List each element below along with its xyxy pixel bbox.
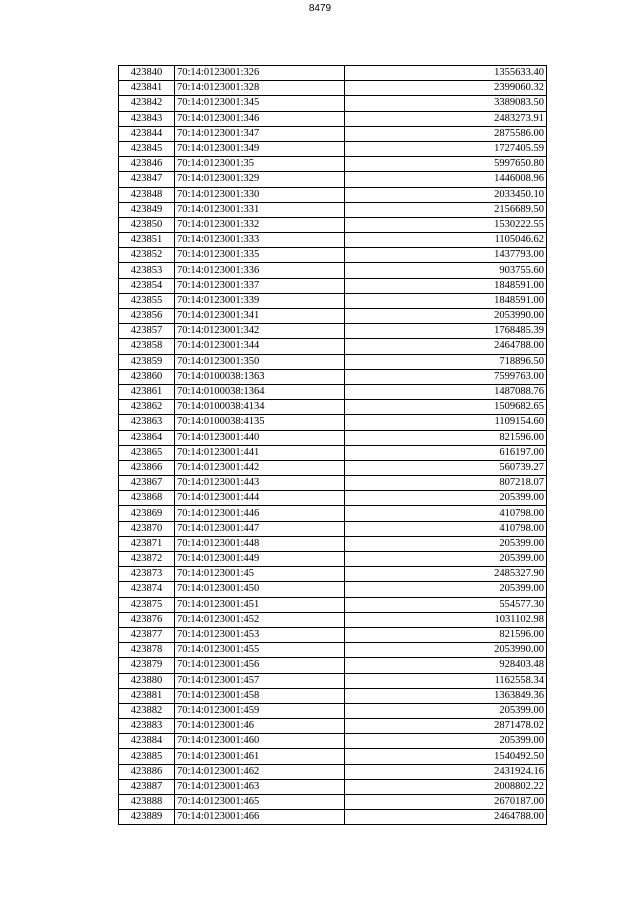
cadastral-number-cell: 70:14:0123001:461 xyxy=(175,749,345,764)
table-row xyxy=(119,643,547,658)
row-number-cell: 423867 xyxy=(119,476,175,491)
row-number-cell: 423848 xyxy=(119,187,175,202)
row-number-cell: 423860 xyxy=(119,369,175,384)
cadastral-number-cell: 70:14:0123001:345 xyxy=(175,96,345,111)
table-row xyxy=(119,354,547,369)
table-row xyxy=(119,217,547,232)
row-number-cell: 423850 xyxy=(119,217,175,232)
cadastral-number-cell: 70:14:0123001:465 xyxy=(175,795,345,810)
table-row xyxy=(119,96,547,111)
cadastral-number-cell: 70:14:0123001:450 xyxy=(175,582,345,597)
cadastral-value-cell: 1768485.39 xyxy=(345,324,547,339)
table-row xyxy=(119,673,547,688)
row-number-cell: 423842 xyxy=(119,96,175,111)
row-number-cell: 423853 xyxy=(119,263,175,278)
row-number-cell: 423854 xyxy=(119,278,175,293)
table-row xyxy=(119,612,547,627)
table-row xyxy=(119,278,547,293)
table-row xyxy=(119,384,547,399)
cadastral-number-cell: 70:14:0123001:326 xyxy=(175,66,345,81)
cadastral-value-cell: 1105046.62 xyxy=(345,233,547,248)
row-number-cell: 423887 xyxy=(119,779,175,794)
row-number-cell: 423863 xyxy=(119,415,175,430)
cadastral-number-cell: 70:14:0123001:440 xyxy=(175,430,345,445)
page-number: 8479 xyxy=(308,3,332,14)
table-row xyxy=(119,111,547,126)
row-number-cell: 423855 xyxy=(119,293,175,308)
row-number-cell: 423876 xyxy=(119,612,175,627)
cadastral-number-cell: 70:14:0123001:458 xyxy=(175,688,345,703)
cadastral-value-cell: 2464788.00 xyxy=(345,810,547,825)
cadastral-number-cell: 70:14:0123001:346 xyxy=(175,111,345,126)
cadastral-value-cell: 2871478.02 xyxy=(345,719,547,734)
row-number-cell: 423845 xyxy=(119,141,175,156)
row-number-cell: 423881 xyxy=(119,688,175,703)
cadastral-number-cell: 70:14:0123001:441 xyxy=(175,445,345,460)
table-row xyxy=(119,400,547,415)
row-number-cell: 423852 xyxy=(119,248,175,263)
cadastral-value-cell: 1487088.76 xyxy=(345,384,547,399)
cadastral-number-cell: 70:14:0100038:1363 xyxy=(175,369,345,384)
cadastral-value-cell: 2156689.50 xyxy=(345,202,547,217)
cadastral-number-cell: 70:14:0123001:329 xyxy=(175,172,345,187)
cadastral-number-cell: 70:14:0123001:451 xyxy=(175,597,345,612)
cadastral-value-table xyxy=(118,65,547,825)
table-row xyxy=(119,415,547,430)
cadastral-number-cell: 70:14:0123001:350 xyxy=(175,354,345,369)
cadastral-number-cell: 70:14:0123001:344 xyxy=(175,339,345,354)
table-row xyxy=(119,172,547,187)
cadastral-value-cell: 807218.07 xyxy=(345,476,547,491)
row-number-cell: 423872 xyxy=(119,552,175,567)
cadastral-value-cell: 2670187.00 xyxy=(345,795,547,810)
row-number-cell: 423865 xyxy=(119,445,175,460)
cadastral-number-cell: 70:14:0123001:442 xyxy=(175,460,345,475)
row-number-cell: 423870 xyxy=(119,521,175,536)
cadastral-value-cell: 2033450.10 xyxy=(345,187,547,202)
row-number-cell: 423858 xyxy=(119,339,175,354)
row-number-cell: 423857 xyxy=(119,324,175,339)
row-number-cell: 423843 xyxy=(119,111,175,126)
table-row xyxy=(119,582,547,597)
row-number-cell: 423879 xyxy=(119,658,175,673)
table-row xyxy=(119,506,547,521)
table-row xyxy=(119,460,547,475)
cadastral-value-cell: 2464788.00 xyxy=(345,339,547,354)
table-row xyxy=(119,202,547,217)
table-row xyxy=(119,157,547,172)
cadastral-number-cell: 70:14:0123001:341 xyxy=(175,309,345,324)
cadastral-value-cell: 1509682.65 xyxy=(345,400,547,415)
table-row xyxy=(119,126,547,141)
row-number-cell: 423889 xyxy=(119,810,175,825)
cadastral-value-cell: 928403.48 xyxy=(345,658,547,673)
table-row xyxy=(119,141,547,156)
table-row xyxy=(119,309,547,324)
table-row xyxy=(119,521,547,536)
row-number-cell: 423871 xyxy=(119,536,175,551)
table-row xyxy=(119,81,547,96)
table-row xyxy=(119,795,547,810)
cadastral-value-cell: 2053990.00 xyxy=(345,643,547,658)
table-row xyxy=(119,597,547,612)
cadastral-number-cell: 70:14:0123001:337 xyxy=(175,278,345,293)
row-number-cell: 423883 xyxy=(119,719,175,734)
cadastral-value-cell: 1437793.00 xyxy=(345,248,547,263)
row-number-cell: 423873 xyxy=(119,567,175,582)
cadastral-value-cell: 410798.00 xyxy=(345,521,547,536)
cadastral-number-cell: 70:14:0123001:463 xyxy=(175,779,345,794)
table-row xyxy=(119,734,547,749)
row-number-cell: 423877 xyxy=(119,627,175,642)
cadastral-number-cell: 70:14:0123001:444 xyxy=(175,491,345,506)
row-number-cell: 423856 xyxy=(119,309,175,324)
table-row xyxy=(119,688,547,703)
cadastral-number-cell: 70:14:0123001:452 xyxy=(175,612,345,627)
cadastral-value-cell: 1727405.59 xyxy=(345,141,547,156)
cadastral-value-cell: 2053990.00 xyxy=(345,309,547,324)
row-number-cell: 423882 xyxy=(119,703,175,718)
table-row xyxy=(119,703,547,718)
cadastral-number-cell: 70:14:0100038:4135 xyxy=(175,415,345,430)
cadastral-value-cell: 821596.00 xyxy=(345,627,547,642)
row-number-cell: 423862 xyxy=(119,400,175,415)
row-number-cell: 423884 xyxy=(119,734,175,749)
cadastral-number-cell: 70:14:0123001:46 xyxy=(175,719,345,734)
cadastral-number-cell: 70:14:0123001:446 xyxy=(175,506,345,521)
cadastral-value-cell: 205399.00 xyxy=(345,552,547,567)
table-body xyxy=(119,66,547,825)
table-row xyxy=(119,233,547,248)
cadastral-number-cell: 70:14:0123001:349 xyxy=(175,141,345,156)
cadastral-number-cell: 70:14:0123001:448 xyxy=(175,536,345,551)
cadastral-number-cell: 70:14:0123001:330 xyxy=(175,187,345,202)
cadastral-number-cell: 70:14:0123001:336 xyxy=(175,263,345,278)
row-number-cell: 423841 xyxy=(119,81,175,96)
table-row xyxy=(119,369,547,384)
cadastral-value-cell: 205399.00 xyxy=(345,491,547,506)
table-row xyxy=(119,339,547,354)
cadastral-value-cell: 7599763.00 xyxy=(345,369,547,384)
cadastral-number-cell: 70:14:0123001:347 xyxy=(175,126,345,141)
row-number-cell: 423869 xyxy=(119,506,175,521)
row-number-cell: 423849 xyxy=(119,202,175,217)
table-row xyxy=(119,187,547,202)
row-number-cell: 423864 xyxy=(119,430,175,445)
cadastral-value-cell: 1363849.36 xyxy=(345,688,547,703)
row-number-cell: 423886 xyxy=(119,764,175,779)
cadastral-number-cell: 70:14:0123001:443 xyxy=(175,476,345,491)
cadastral-value-cell: 1848591.00 xyxy=(345,293,547,308)
table-row xyxy=(119,567,547,582)
table-row xyxy=(119,627,547,642)
cadastral-number-cell: 70:14:0100038:1364 xyxy=(175,384,345,399)
table-row xyxy=(119,491,547,506)
cadastral-number-cell: 70:14:0123001:331 xyxy=(175,202,345,217)
table-row xyxy=(119,248,547,263)
row-number-cell: 423851 xyxy=(119,233,175,248)
table-row xyxy=(119,749,547,764)
row-number-cell: 423885 xyxy=(119,749,175,764)
cadastral-value-cell: 616197.00 xyxy=(345,445,547,460)
cadastral-number-cell: 70:14:0123001:35 xyxy=(175,157,345,172)
cadastral-value-cell: 205399.00 xyxy=(345,703,547,718)
cadastral-value-cell: 2431924.16 xyxy=(345,764,547,779)
cadastral-value-cell: 903755.60 xyxy=(345,263,547,278)
cadastral-value-cell: 1540492.50 xyxy=(345,749,547,764)
cadastral-value-cell: 1031102.98 xyxy=(345,612,547,627)
table-row xyxy=(119,263,547,278)
cadastral-value-cell: 1162558.34 xyxy=(345,673,547,688)
table-row xyxy=(119,293,547,308)
cadastral-number-cell: 70:14:0123001:455 xyxy=(175,643,345,658)
row-number-cell: 423859 xyxy=(119,354,175,369)
table-row xyxy=(119,324,547,339)
cadastral-number-cell: 70:14:0123001:335 xyxy=(175,248,345,263)
row-number-cell: 423840 xyxy=(119,66,175,81)
table-row xyxy=(119,779,547,794)
row-number-cell: 423846 xyxy=(119,157,175,172)
cadastral-value-cell: 2399060.32 xyxy=(345,81,547,96)
table-row xyxy=(119,764,547,779)
cadastral-number-cell: 70:14:0123001:462 xyxy=(175,764,345,779)
cadastral-value-cell: 410798.00 xyxy=(345,506,547,521)
row-number-cell: 423861 xyxy=(119,384,175,399)
cadastral-value-cell: 1848591.00 xyxy=(345,278,547,293)
cadastral-number-cell: 70:14:0123001:342 xyxy=(175,324,345,339)
cadastral-number-cell: 70:14:0100038:4134 xyxy=(175,400,345,415)
cadastral-value-cell: 205399.00 xyxy=(345,536,547,551)
cadastral-value-cell: 1109154.60 xyxy=(345,415,547,430)
cadastral-value-cell: 1446008.96 xyxy=(345,172,547,187)
cadastral-value-cell: 205399.00 xyxy=(345,734,547,749)
cadastral-value-cell: 718896.50 xyxy=(345,354,547,369)
cadastral-number-cell: 70:14:0123001:456 xyxy=(175,658,345,673)
cadastral-number-cell: 70:14:0123001:45 xyxy=(175,567,345,582)
cadastral-value-cell: 2875586.00 xyxy=(345,126,547,141)
table-row xyxy=(119,430,547,445)
cadastral-value-cell: 560739.27 xyxy=(345,460,547,475)
row-number-cell: 423868 xyxy=(119,491,175,506)
cadastral-number-cell: 70:14:0123001:339 xyxy=(175,293,345,308)
row-number-cell: 423875 xyxy=(119,597,175,612)
table-row xyxy=(119,552,547,567)
cadastral-value-cell: 5997650.80 xyxy=(345,157,547,172)
table-row xyxy=(119,719,547,734)
cadastral-value-cell: 554577.30 xyxy=(345,597,547,612)
cadastral-value-cell: 821596.00 xyxy=(345,430,547,445)
cadastral-number-cell: 70:14:0123001:333 xyxy=(175,233,345,248)
table-row xyxy=(119,658,547,673)
cadastral-number-cell: 70:14:0123001:449 xyxy=(175,552,345,567)
table-row xyxy=(119,536,547,551)
row-number-cell: 423878 xyxy=(119,643,175,658)
table-row xyxy=(119,476,547,491)
row-number-cell: 423874 xyxy=(119,582,175,597)
cadastral-number-cell: 70:14:0123001:453 xyxy=(175,627,345,642)
table-row xyxy=(119,445,547,460)
cadastral-number-cell: 70:14:0123001:460 xyxy=(175,734,345,749)
cadastral-value-cell: 3389083.50 xyxy=(345,96,547,111)
cadastral-number-cell: 70:14:0123001:447 xyxy=(175,521,345,536)
cadastral-value-cell: 2008802.22 xyxy=(345,779,547,794)
table-row xyxy=(119,66,547,81)
cadastral-number-cell: 70:14:0123001:459 xyxy=(175,703,345,718)
cadastral-number-cell: 70:14:0123001:328 xyxy=(175,81,345,96)
cadastral-number-cell: 70:14:0123001:332 xyxy=(175,217,345,232)
row-number-cell: 423847 xyxy=(119,172,175,187)
row-number-cell: 423866 xyxy=(119,460,175,475)
table-row xyxy=(119,810,547,825)
cadastral-value-cell: 2485327.90 xyxy=(345,567,547,582)
cadastral-value-cell: 1530222.55 xyxy=(345,217,547,232)
cadastral-value-cell: 2483273.91 xyxy=(345,111,547,126)
cadastral-number-cell: 70:14:0123001:466 xyxy=(175,810,345,825)
row-number-cell: 423844 xyxy=(119,126,175,141)
row-number-cell: 423888 xyxy=(119,795,175,810)
cadastral-number-cell: 70:14:0123001:457 xyxy=(175,673,345,688)
cadastral-value-cell: 205399.00 xyxy=(345,582,547,597)
row-number-cell: 423880 xyxy=(119,673,175,688)
cadastral-value-cell: 1355633.40 xyxy=(345,66,547,81)
